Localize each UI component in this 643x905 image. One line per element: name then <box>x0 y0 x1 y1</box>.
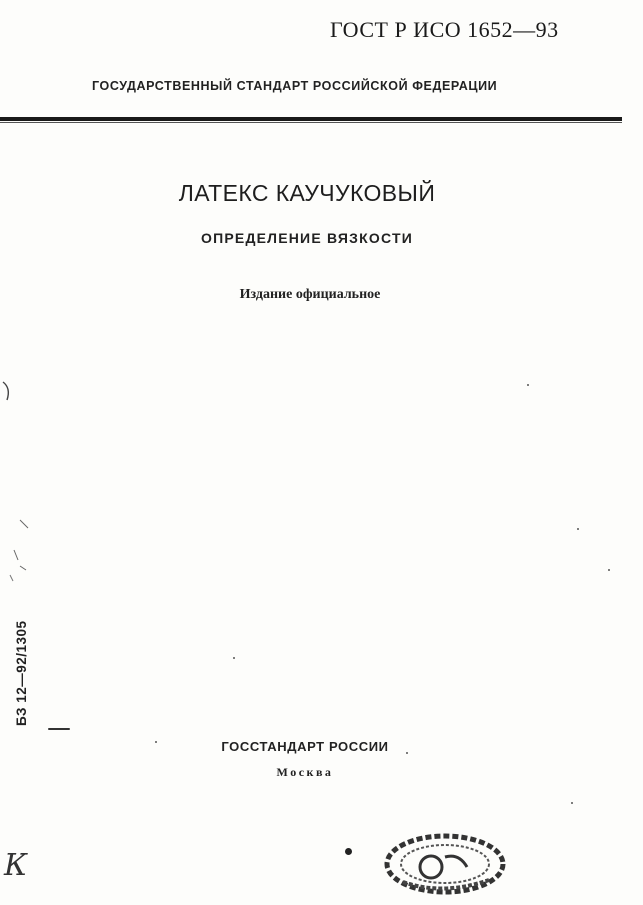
edition-note: Издание официальное <box>239 287 381 302</box>
scan-speck <box>155 741 157 743</box>
scan-speck <box>527 384 529 386</box>
scan-speck <box>577 528 579 530</box>
publisher-name: ГОССТАНДАРТ РОССИИ <box>221 739 389 754</box>
scan-speck <box>571 802 573 804</box>
side-registration-code: БЗ 12—92/1305 <box>14 620 29 726</box>
scan-speck <box>608 569 610 571</box>
handwritten-mark: К <box>4 848 28 883</box>
scan-speck <box>233 657 235 659</box>
header-rule <box>0 117 622 121</box>
document-subtitle: ОПРЕДЕЛЕНИЕ ВЯЗКОСТИ <box>201 230 413 246</box>
scan-speck <box>406 752 408 754</box>
document-title: ЛАТЕКС КАУЧУКОВЫЙ <box>178 180 436 206</box>
publisher-city: Москва <box>276 765 334 779</box>
document-code: ГОСТ Р ИСО 1652—93 <box>330 17 559 42</box>
state-standard-heading: ГОСУДАРСТВЕННЫЙ СТАНДАРТ РОССИЙСКОЙ ФЕДЕРАЦИИ <box>92 79 498 93</box>
scan-speck <box>345 848 352 855</box>
header-rule-thin <box>0 122 622 123</box>
scan-speck <box>48 728 70 730</box>
margin-scratch-marks <box>0 370 40 610</box>
circular-stamp <box>383 827 508 897</box>
